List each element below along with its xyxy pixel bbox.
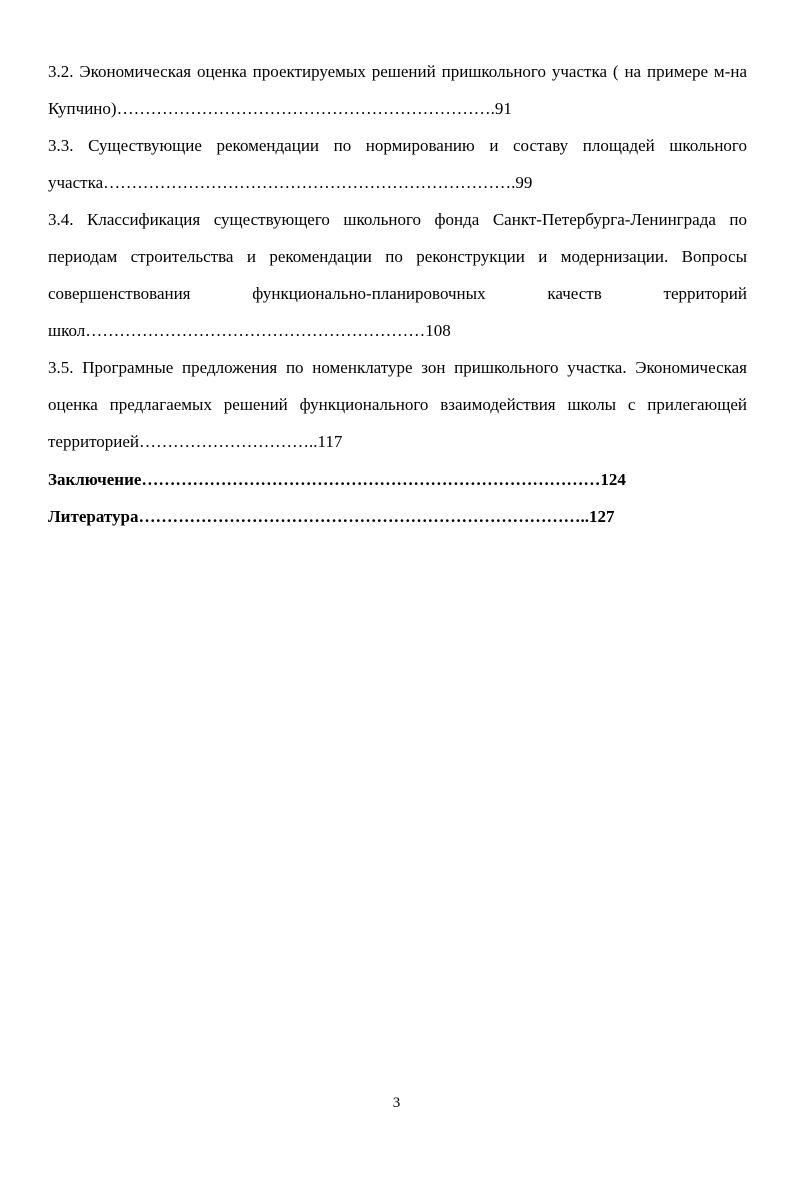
toc-entry-3-2: 3.2. Экономическая оценка проектируемых решений пришкольного участка ( на примере м-на Купчино)………………………………………………………….91 xyxy=(48,62,747,119)
page-number: 3 xyxy=(392,1095,401,1111)
table-of-contents xyxy=(48,53,747,535)
toc-entry-3-3: 3.3. Существующие рекомендации по нормированию и составу площадей школьного участка……………………………………………………………….99 xyxy=(48,136,747,193)
toc-entry-3-5: 3.5. Програмные предложения по номенклатуре зон пришкольного участка. Экономическая оценка предлагаемых решений функционального взаимодействия школы с прилегающей территорией…………………………..117 xyxy=(48,358,747,452)
toc-entry-conclusion: Заключение………………………………………………………………………124 xyxy=(48,469,626,489)
toc-entry-literature: Литература……………………………………………………………………..127 xyxy=(48,506,615,526)
toc-entry-3-4: 3.4. Классификация существующего школьного фонда Санкт-Петербурга-Ленинграда по периодам строительства и рекомендации по реконструкции и модернизации. Вопросы совершенствования функционально-планировочных качеств территорий школ……………………………………………………108 xyxy=(48,210,747,341)
